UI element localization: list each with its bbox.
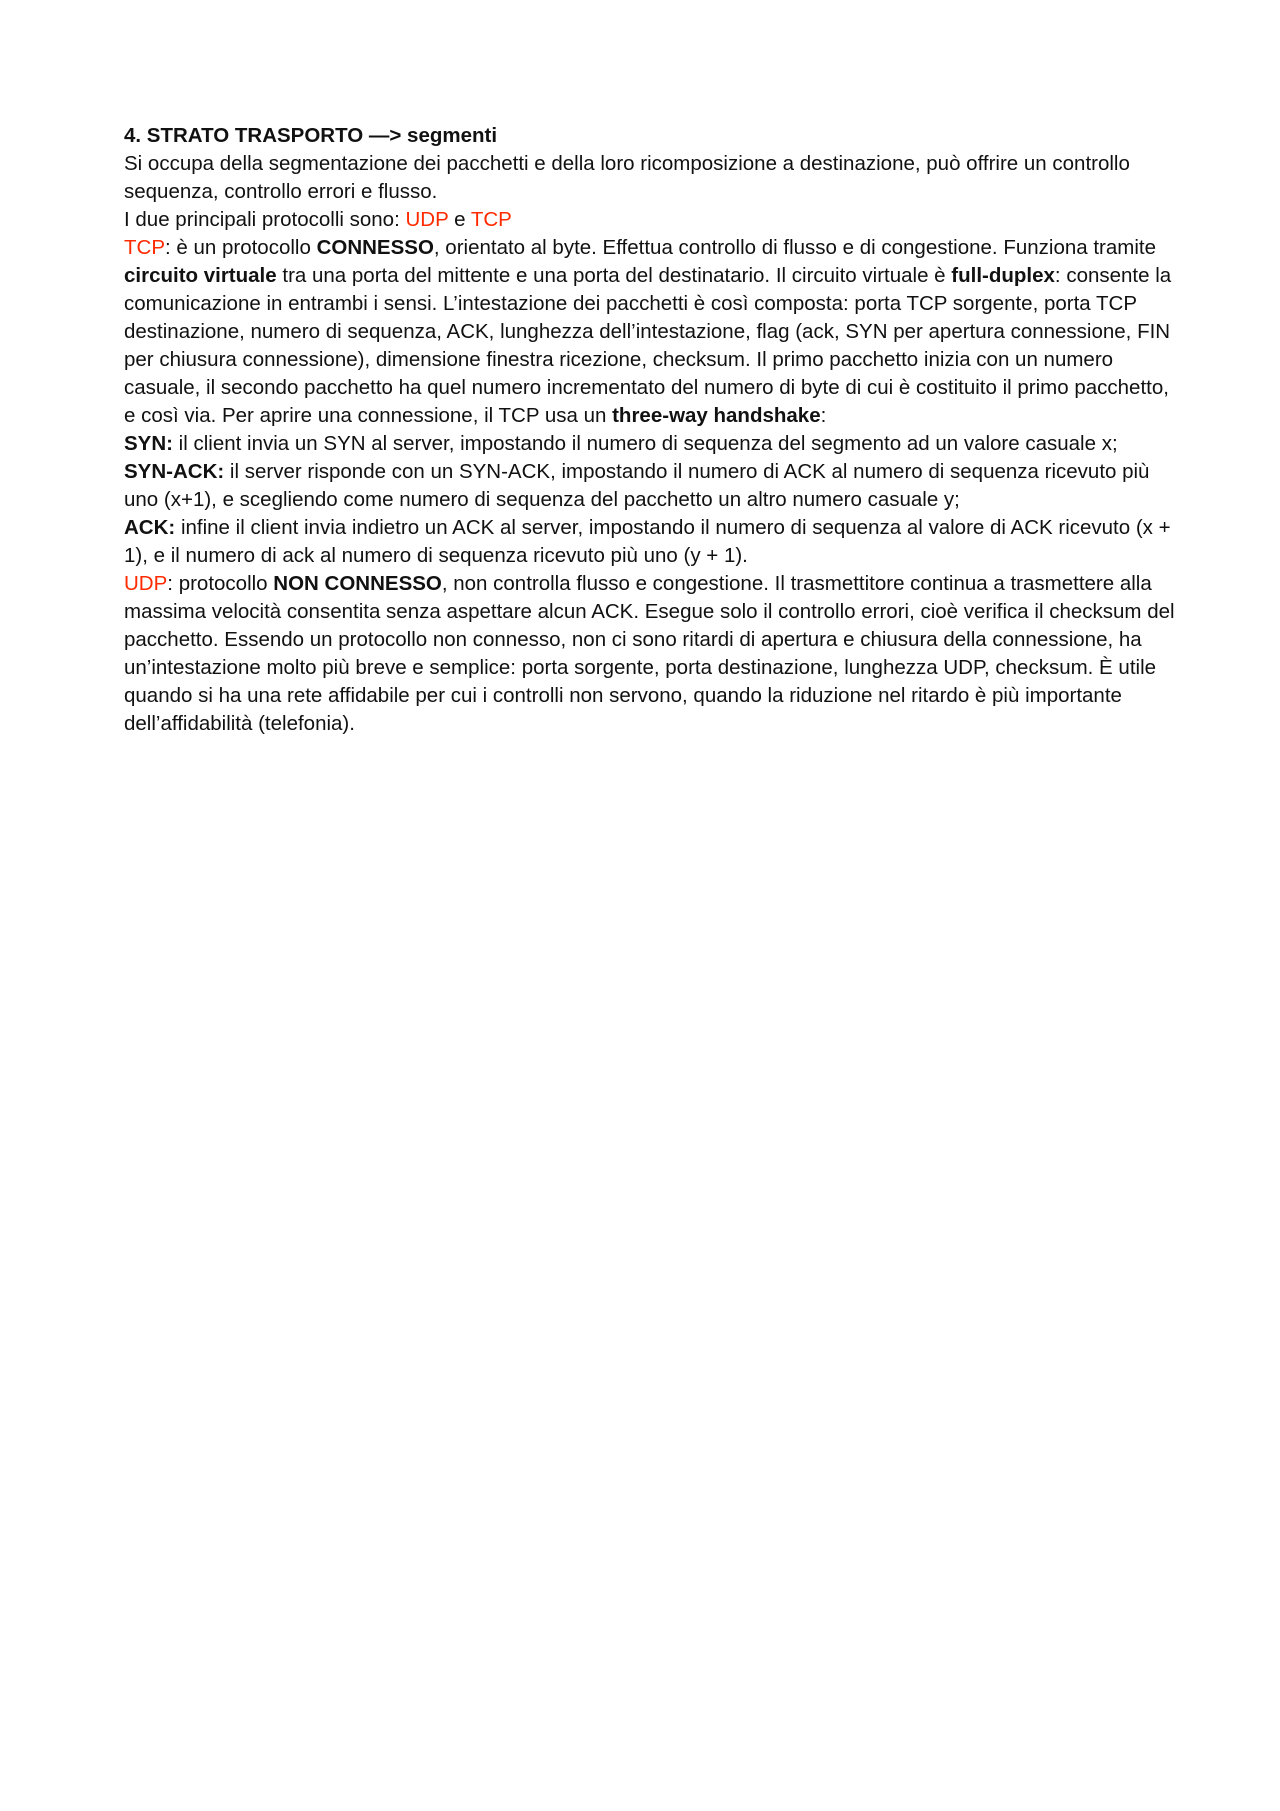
tcp-text-5: : — [820, 404, 827, 427]
protocols-conj: e — [448, 208, 471, 231]
synack-paragraph — [124, 458, 1184, 514]
synack-text: il server risponde con un SYN-ACK, impostando il numero di ACK al numero di sequenza ricevuto più uno (x+1), e scegliendo come numero di sequenza del pacchetto un altro numero casuale y; — [124, 460, 1150, 511]
protocols-prefix: I due principali protocolli sono: — [124, 208, 406, 231]
ack-text: infine il client invia indietro un ACK al server, impostando il numero di sequenza al valore di ACK ricevuto (x + 1), e il numero di ack al numero di sequenza ricevuto più uno (y + 1). — [124, 516, 1171, 567]
syn-label: SYN: — [124, 432, 173, 455]
document-page — [124, 122, 1184, 738]
syn-paragraph — [124, 430, 1184, 458]
tcp-connesso: CONNESSO — [316, 236, 434, 259]
tcp-duplex: full-duplex — [951, 264, 1055, 287]
udp-text-1: : protocollo — [167, 572, 274, 595]
tcp-text-2: , orientato al byte. Effettua controllo di flusso e di congestione. Funziona tramite — [433, 236, 1157, 259]
synack-label: SYN-ACK: — [124, 460, 225, 483]
tcp-handshake: three-way handshake — [612, 404, 821, 427]
tcp-highlight: TCP — [470, 208, 512, 231]
udp-label: UDP — [124, 572, 168, 595]
tcp-text-4: : consente la comunicazione in entrambi i sensi. L’intestazione dei pacchetti è così composta: porta TCP sorgente, porta TCP destinazione, numero di sequenza, ACK, lunghezza dell’intestazione, flag (ack, SYN per apertura connessione, FIN per chiusura connessione), dimensione finestra ricezione, checksum. Il primo pacchetto inizia con un numero casuale, il secondo pacchetto ha quel numero incrementato del numero di byte di cui è costituito il primo pacchetto, e così via. Per aprire una connessione, il TCP usa un — [124, 264, 1172, 427]
ack-label: ACK: — [124, 516, 176, 539]
intro-paragraph: Si occupa della segmentazione dei pacchetti e della loro ricomposizione a destinazione, può offrire un controllo sequenza, controllo errori e flusso. — [124, 152, 1130, 203]
tcp-text-1: : è un protocollo — [165, 236, 317, 259]
section-title: 4. STRATO TRASPORTO —> segmenti — [124, 124, 498, 147]
udp-highlight: UDP — [405, 208, 449, 231]
tcp-label: TCP — [124, 236, 165, 259]
ack-paragraph — [124, 514, 1184, 570]
tcp-circuito: circuito virtuale — [124, 264, 277, 287]
tcp-text-3: tra una porta del mittente e una porta del destinatario. Il circuito virtuale è — [276, 264, 952, 287]
tcp-paragraph — [124, 234, 1184, 430]
udp-text-2: , non controlla flusso e congestione. Il trasmettitore continua a trasmettere alla massima velocità consentita senza aspettare alcun ACK. Esegue solo il controllo errori, cioè verifica il checksum del pacchetto. Essendo un protocollo non connesso, non ci sono ritardi di apertura e chiusura della connessione, ha un’intestazione molto più breve e semplice: porta sorgente, porta destinazione, lunghezza UDP, checksum. È utile quando si ha una rete affidabile per cui i controlli non servono, quando la riduzione nel ritardo è più importante dell’affidabilità (telefonia). — [124, 572, 1175, 735]
syn-text: il client invia un SYN al server, impostando il numero di sequenza del segmento ad un valore casuale x; — [172, 432, 1118, 455]
udp-nonconnesso: NON CONNESSO — [273, 572, 442, 595]
udp-paragraph — [124, 570, 1184, 738]
protocols-line — [124, 206, 1184, 234]
